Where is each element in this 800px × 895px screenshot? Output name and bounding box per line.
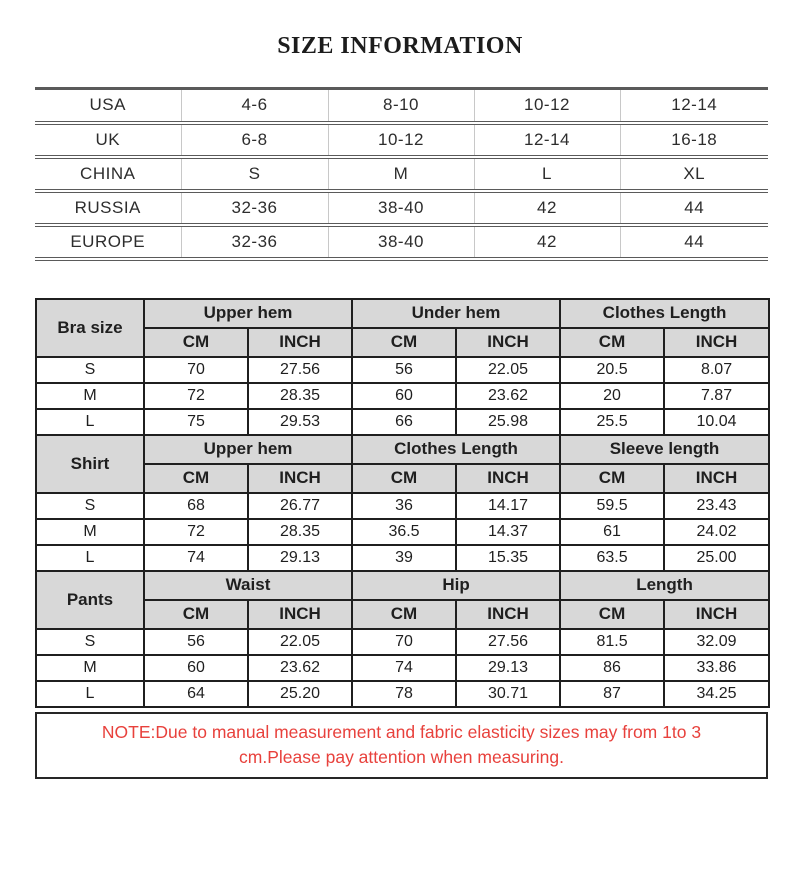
- unit-header-inch: INCH: [248, 464, 352, 493]
- value-cell: 75: [144, 409, 248, 435]
- unit-header-inch: INCH: [456, 464, 560, 493]
- region-row-usa: [35, 89, 768, 123]
- note-box: [35, 712, 768, 780]
- unit-header-inch: INCH: [664, 464, 769, 493]
- size-cell: S: [36, 629, 144, 655]
- value-cell: 36.5: [352, 519, 456, 545]
- size-cell: M: [36, 655, 144, 681]
- unit-header-cm: CM: [560, 600, 664, 629]
- region-size-value: 32-36: [181, 225, 328, 259]
- size-cell: S: [36, 493, 144, 519]
- value-cell: 34.25: [664, 681, 769, 707]
- region-size-value: S: [181, 157, 328, 191]
- value-cell: 25.20: [248, 681, 352, 707]
- region-size-value: 8-10: [328, 89, 474, 123]
- value-cell: 8.07: [664, 357, 769, 383]
- value-cell: 27.56: [456, 629, 560, 655]
- value-cell: 22.05: [456, 357, 560, 383]
- value-cell: 86: [560, 655, 664, 681]
- unit-header-cm: CM: [144, 600, 248, 629]
- value-cell: 27.56: [248, 357, 352, 383]
- region-size-value: 10-12: [328, 123, 474, 157]
- unit-header-cm: CM: [560, 328, 664, 357]
- region-size-value: 12-14: [474, 123, 620, 157]
- value-cell: 36: [352, 493, 456, 519]
- value-cell: 29.53: [248, 409, 352, 435]
- region-size-value: 6-8: [181, 123, 328, 157]
- value-cell: 30.71: [456, 681, 560, 707]
- unit-header-inch: INCH: [664, 328, 769, 357]
- unit-header-cm: CM: [352, 328, 456, 357]
- shirt-header-row: [36, 435, 769, 464]
- value-cell: 61: [560, 519, 664, 545]
- unit-header-inch: INCH: [456, 600, 560, 629]
- region-size-value: 38-40: [328, 225, 474, 259]
- value-cell: 33.86: [664, 655, 769, 681]
- pants-row-m: [36, 655, 769, 681]
- value-cell: 26.77: [248, 493, 352, 519]
- region-size-value: 10-12: [474, 89, 620, 123]
- pants-units-row: [36, 600, 769, 629]
- value-cell: 70: [144, 357, 248, 383]
- region-size-value: L: [474, 157, 620, 191]
- unit-header-cm: CM: [352, 464, 456, 493]
- value-cell: 81.5: [560, 629, 664, 655]
- category-label-pants: Pants: [36, 571, 144, 629]
- size-cell: L: [36, 409, 144, 435]
- pants-row-s: [36, 629, 769, 655]
- value-cell: 70: [352, 629, 456, 655]
- bra-row-s: [36, 357, 769, 383]
- column-header: Length: [560, 571, 769, 600]
- unit-header-inch: INCH: [456, 328, 560, 357]
- category-label-shirt: Shirt: [36, 435, 144, 493]
- column-header: Upper hem: [144, 299, 352, 328]
- value-cell: 7.87: [664, 383, 769, 409]
- region-size-value: 38-40: [328, 191, 474, 225]
- unit-header-cm: CM: [144, 328, 248, 357]
- value-cell: 78: [352, 681, 456, 707]
- region-label: RUSSIA: [35, 191, 181, 225]
- column-header: Sleeve length: [560, 435, 769, 464]
- value-cell: 60: [144, 655, 248, 681]
- bra-header-row: [36, 299, 769, 328]
- region-label: UK: [35, 123, 181, 157]
- value-cell: 20.5: [560, 357, 664, 383]
- value-cell: 22.05: [248, 629, 352, 655]
- unit-header-inch: INCH: [664, 600, 769, 629]
- column-header: Upper hem: [144, 435, 352, 464]
- column-header: Under hem: [352, 299, 560, 328]
- region-size-value: 42: [474, 191, 620, 225]
- region-size-value: 16-18: [620, 123, 768, 157]
- region-size-value: M: [328, 157, 474, 191]
- region-size-value: 12-14: [620, 89, 768, 123]
- value-cell: 59.5: [560, 493, 664, 519]
- value-cell: 66: [352, 409, 456, 435]
- column-header: Hip: [352, 571, 560, 600]
- unit-header-cm: CM: [144, 464, 248, 493]
- value-cell: 23.43: [664, 493, 769, 519]
- region-row-russia: [35, 191, 768, 225]
- region-label: EUROPE: [35, 225, 181, 259]
- region-row-china: [35, 157, 768, 191]
- column-header: Clothes Length: [352, 435, 560, 464]
- category-label-bra: Bra size: [36, 299, 144, 357]
- shirt-row-l: [36, 545, 769, 571]
- page-title: SIZE INFORMATION: [277, 33, 523, 59]
- unit-header-inch: INCH: [248, 600, 352, 629]
- unit-header-cm: CM: [560, 464, 664, 493]
- size-cell: M: [36, 383, 144, 409]
- size-cell: L: [36, 545, 144, 571]
- value-cell: 56: [144, 629, 248, 655]
- value-cell: 25.5: [560, 409, 664, 435]
- region-size-value: 44: [620, 225, 768, 259]
- value-cell: 14.17: [456, 493, 560, 519]
- value-cell: 74: [352, 655, 456, 681]
- value-cell: 25.98: [456, 409, 560, 435]
- size-cell: M: [36, 519, 144, 545]
- value-cell: 74: [144, 545, 248, 571]
- size-cell: S: [36, 357, 144, 383]
- value-cell: 64: [144, 681, 248, 707]
- bra-row-m: [36, 383, 769, 409]
- note-text-line1: NOTE:Due to manual measurement and fabric elasticity sizes may from 1to 3: [101, 721, 702, 742]
- shirt-row-s: [36, 493, 769, 519]
- column-header: Clothes Length: [560, 299, 769, 328]
- shirt-units-row: [36, 464, 769, 493]
- value-cell: 72: [144, 383, 248, 409]
- value-cell: 39: [352, 545, 456, 571]
- region-label: CHINA: [35, 157, 181, 191]
- value-cell: 56: [352, 357, 456, 383]
- value-cell: 63.5: [560, 545, 664, 571]
- pants-row-l: [36, 681, 769, 707]
- region-size-value: 42: [474, 225, 620, 259]
- value-cell: 29.13: [248, 545, 352, 571]
- size-cell: L: [36, 681, 144, 707]
- region-size-value: 44: [620, 191, 768, 225]
- region-row-uk: [35, 123, 768, 157]
- value-cell: 87: [560, 681, 664, 707]
- value-cell: 25.00: [664, 545, 769, 571]
- region-row-europe: [35, 225, 768, 259]
- value-cell: 20: [560, 383, 664, 409]
- value-cell: 32.09: [664, 629, 769, 655]
- region-size-value: 32-36: [181, 191, 328, 225]
- value-cell: 28.35: [248, 383, 352, 409]
- pants-header-row: [36, 571, 769, 600]
- value-cell: 14.37: [456, 519, 560, 545]
- region-size-value: XL: [620, 157, 768, 191]
- value-cell: 10.04: [664, 409, 769, 435]
- shirt-row-m: [36, 519, 769, 545]
- value-cell: 60: [352, 383, 456, 409]
- value-cell: 15.35: [456, 545, 560, 571]
- bra-row-l: [36, 409, 769, 435]
- measurement-table: [35, 298, 770, 708]
- unit-header-cm: CM: [352, 600, 456, 629]
- region-label: USA: [35, 89, 181, 123]
- value-cell: 23.62: [456, 383, 560, 409]
- value-cell: 72: [144, 519, 248, 545]
- bra-units-row: [36, 328, 769, 357]
- value-cell: 28.35: [248, 519, 352, 545]
- column-header: Waist: [144, 571, 352, 600]
- region-size-table: [35, 87, 768, 261]
- unit-header-inch: INCH: [248, 328, 352, 357]
- value-cell: 23.62: [248, 655, 352, 681]
- value-cell: 68: [144, 493, 248, 519]
- value-cell: 24.02: [664, 519, 769, 545]
- note-text-line2: cm.Please pay attention when measuring.: [239, 746, 564, 767]
- value-cell: 29.13: [456, 655, 560, 681]
- region-size-value: 4-6: [181, 89, 328, 123]
